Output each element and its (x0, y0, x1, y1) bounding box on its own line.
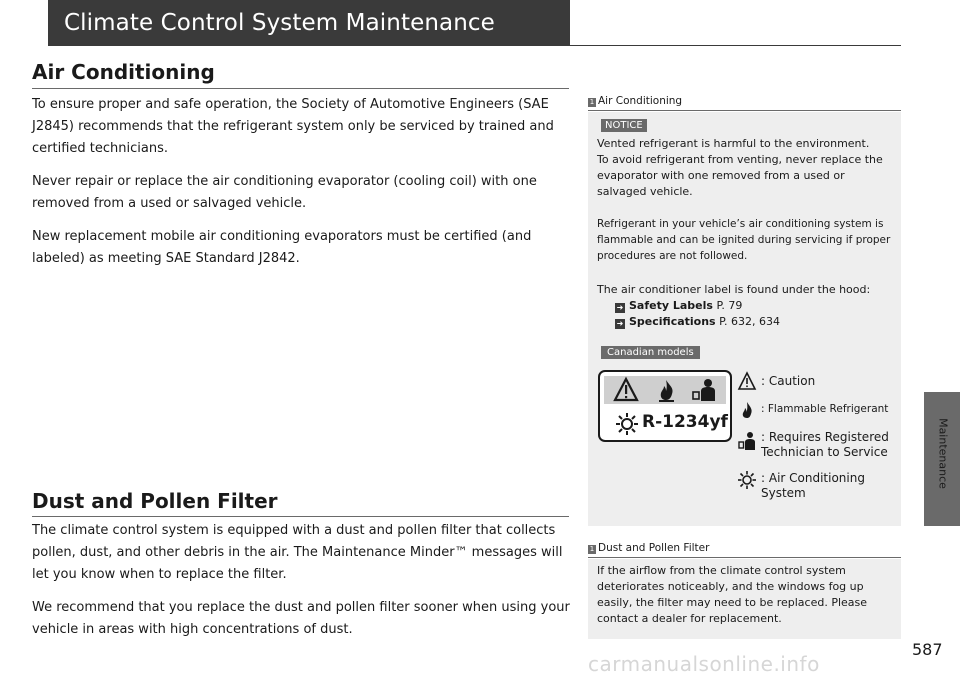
sidebar-bullet-icon: 1 (589, 545, 595, 553)
notice-tag: NOTICE (601, 119, 647, 132)
label-location-text: The air conditioner label is found under the hood: (597, 283, 871, 296)
legend-registered-technician (761, 430, 889, 460)
dust-paragraph-2: We recommend that you replace the dust and pollen filter sooner when using your vehicle in areas with high concentrations of dust. (32, 600, 570, 637)
sidebar-dust-heading-text: Dust and Pollen Filter (598, 542, 710, 554)
legend-registered-line-1: : Requires Registered (761, 430, 889, 444)
technician-icon (693, 379, 715, 401)
legend-registered-line-2: Technician to Service (761, 445, 888, 459)
side-tab-label-wrap (936, 392, 950, 526)
legend-air-conditioning (761, 471, 865, 501)
dust-paragraph-1: The climate control system is equipped with a dust and pollen filter that collects pollen, dust, and other debris in the air. The Maintenance Minder™ messages will let you know when to replace the filter. (32, 523, 563, 582)
legend-ac-line-1: : Air Conditioning (761, 471, 865, 485)
air-paragraph-3: New replacement mobile air conditioning evaporators must be certified (and labeled) as meeting SAE Standard J2842. (32, 229, 532, 266)
ref-safety-labels-page: P. 79 (716, 299, 743, 312)
snowflake-sun-icon (614, 411, 640, 437)
legend-ac-line-2: System (761, 486, 806, 500)
reference-arrow-icon: ➜ (616, 303, 624, 312)
air-conditioning-icon (737, 470, 757, 490)
air-conditioning-body (32, 94, 570, 281)
sidebar-dust-text: If the airflow from the climate control system deteriorates noticeably, and the windows fog up easily, the filter may need to be replaced. Please contact a dealer for replacement. (597, 564, 868, 625)
flammable-text: Refrigerant in your vehicle’s air conditioning system is flammable and can be ignited during servicing if proper procedures are not followed. (597, 218, 891, 262)
ref-safety-labels[interactable] (597, 298, 897, 314)
section-rule-dust (32, 516, 569, 517)
page-header (48, 0, 570, 46)
caution-icon (737, 371, 757, 391)
ref-specifications-title: Specifications (629, 315, 716, 328)
ref-specifications[interactable] (597, 314, 897, 330)
plate-refrigerant-row (600, 408, 730, 440)
canadian-models-tag: Canadian models (601, 346, 700, 359)
sidebar-bullet-icon: 1 (589, 98, 595, 106)
side-tab-label: Maintenance (936, 418, 950, 489)
flammable-icon (737, 400, 757, 420)
legend-flammable: : Flammable Refrigerant (761, 403, 889, 415)
plate-icon-strip (604, 376, 726, 404)
section-rule-air (32, 88, 569, 89)
air-paragraph-1: To ensure proper and safe operation, the Society of Automotive Engineers (SAE J2845) recommends that the refrigerant system only be serviced by trained and certified technicians. (32, 97, 554, 156)
section-title-dust-filter: Dust and Pollen Filter (32, 489, 278, 513)
sidebar-air-heading-text: Air Conditioning (598, 95, 683, 107)
notice-text-2: To avoid refrigerant from venting, never replace the evaporator with one removed from a used or salvaged vehicle. (597, 153, 883, 198)
label-location (597, 282, 897, 330)
header-rule (570, 45, 901, 46)
refrigerant-label-plate (598, 370, 732, 442)
page-number: 587 (912, 640, 943, 659)
ref-specifications-page: P. 632, 634 (719, 315, 781, 328)
reference-arrow-icon: ➜ (616, 319, 624, 328)
sidebar-dust-heading (588, 542, 901, 558)
ref-safety-labels-title: Safety Labels (629, 299, 713, 312)
dust-filter-body (32, 520, 570, 652)
flammable-icon (659, 380, 674, 402)
sidebar-air-heading (588, 95, 901, 111)
refrigerant-code: R-1234yf (642, 412, 728, 432)
technician-icon (737, 431, 757, 451)
plate-icons (604, 376, 726, 404)
caution-icon (615, 379, 637, 400)
watermark: carmanualsonline.info (588, 652, 820, 676)
page-title: Climate Control System Maintenance (64, 10, 495, 36)
section-title-air-conditioning: Air Conditioning (32, 60, 215, 84)
notice-text-1: Vented refrigerant is harmful to the environment. (597, 137, 870, 150)
air-paragraph-2: Never repair or replace the air conditioning evaporator (cooling coil) with one removed from a used or salvaged vehicle. (32, 174, 537, 211)
notice-text (597, 136, 897, 200)
legend-caution: : Caution (761, 374, 816, 388)
